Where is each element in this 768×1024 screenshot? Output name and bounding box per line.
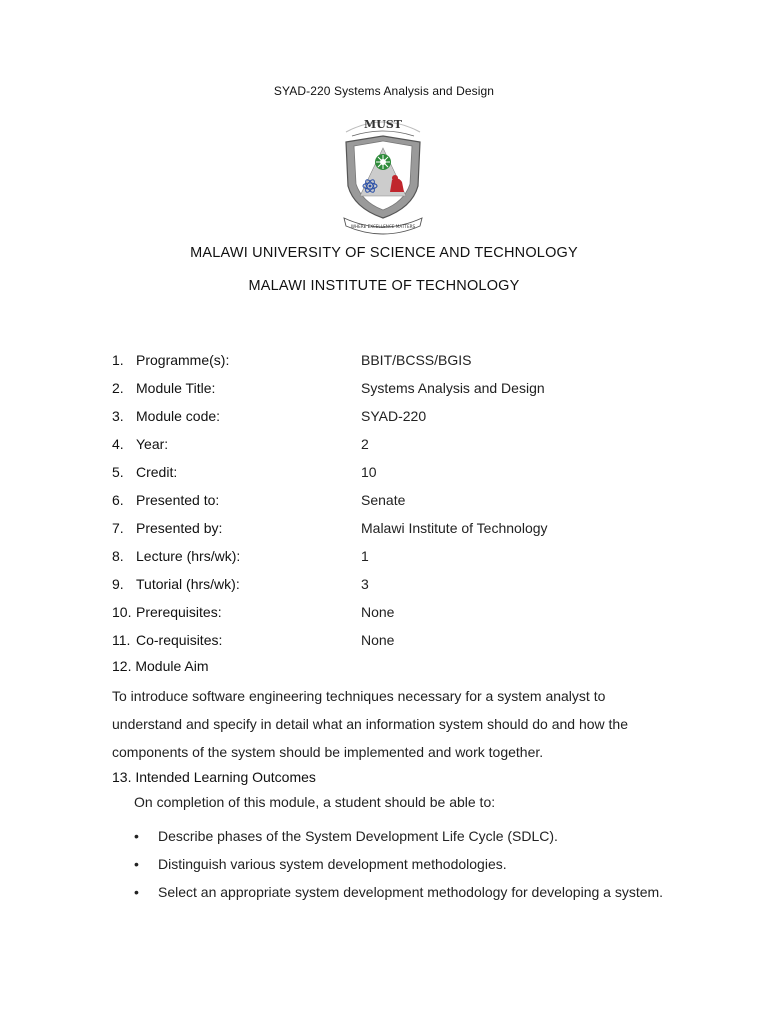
outcome-text: Describe phases of the System Development Life Cycle (SDLC).	[158, 828, 558, 844]
module-header: SYAD-220 Systems Analysis and Design	[273, 84, 495, 98]
learning-outcomes-list	[134, 822, 678, 906]
crest-top-text: MUST	[364, 118, 402, 131]
outcome-text: Select an appropriate system development methodology for developing a system.	[158, 884, 664, 900]
module-aim-text: To introduce software engineering techniques necessary for a system analyst to understand and specify in detail what an information system should do and how the components of the system should be implemented and work together.	[112, 688, 628, 760]
detail-value: None	[361, 632, 395, 648]
detail-label: Module code:	[136, 408, 221, 424]
detail-number: 7.	[112, 520, 124, 536]
bullet-icon: •	[134, 828, 139, 844]
detail-number: 6.	[112, 492, 124, 508]
outcome-text: Distinguish various system development methodologies.	[158, 856, 507, 872]
detail-number: 11.	[112, 632, 131, 648]
institute-title: MALAWI INSTITUTE OF TECHNOLOGY	[248, 278, 520, 294]
detail-label: Presented by:	[136, 520, 223, 536]
detail-label: Credit:	[136, 464, 178, 480]
detail-value: 2	[361, 436, 369, 452]
detail-row	[112, 518, 712, 546]
detail-number: 10.	[112, 604, 132, 620]
detail-label: Tutorial (hrs/wk):	[136, 576, 240, 592]
university-title: MALAWI UNIVERSITY OF SCIENCE AND TECHNOLOGY	[190, 245, 578, 261]
crest-motto: WHERE EXCELLENCE MATTERS	[350, 224, 416, 229]
detail-number: 3.	[112, 408, 124, 424]
detail-row	[112, 434, 712, 462]
detail-row	[112, 462, 712, 490]
detail-number: 8.	[112, 548, 124, 564]
outcome-item	[134, 878, 678, 906]
detail-row	[112, 490, 712, 518]
detail-row	[112, 406, 712, 434]
detail-row	[112, 630, 712, 658]
detail-value: Systems Analysis and Design	[361, 380, 545, 396]
detail-number: 4.	[112, 436, 124, 452]
detail-row	[112, 378, 712, 406]
detail-value: Senate	[361, 492, 406, 508]
detail-value: 10	[361, 464, 377, 480]
university-crest-logo	[340, 114, 426, 236]
bullet-icon: •	[134, 856, 139, 872]
detail-value: 3	[361, 576, 369, 592]
detail-value: 1	[361, 548, 369, 564]
detail-label: Presented to:	[136, 492, 220, 508]
detail-label: Prerequisites:	[136, 604, 222, 620]
module-details-list	[112, 350, 712, 658]
detail-value: SYAD-220	[361, 408, 427, 424]
detail-value: None	[361, 604, 395, 620]
detail-label: Co-requisites:	[136, 632, 223, 648]
detail-number: 2.	[112, 380, 124, 396]
learning-outcomes-heading: 13. Intended Learning Outcomes	[112, 769, 316, 785]
outcome-item	[134, 850, 678, 878]
detail-label: Programme(s):	[136, 352, 230, 368]
learning-outcomes-intro: On completion of this module, a student should be able to:	[134, 794, 496, 810]
detail-label: Module Title:	[136, 380, 216, 396]
outcome-item	[134, 822, 678, 850]
detail-number: 5.	[112, 464, 124, 480]
detail-label: Year:	[136, 436, 169, 452]
detail-label: Lecture (hrs/wk):	[136, 548, 241, 564]
detail-value: Malawi Institute of Technology	[361, 520, 548, 536]
detail-row	[112, 574, 712, 602]
module-aim-heading: 12. Module Aim	[112, 658, 209, 674]
detail-number: 1.	[112, 352, 124, 368]
detail-row	[112, 350, 712, 378]
detail-value: BBIT/BCSS/BGIS	[361, 352, 472, 368]
detail-row	[112, 546, 712, 574]
bullet-icon: •	[134, 884, 139, 900]
detail-row	[112, 602, 712, 630]
detail-number: 9.	[112, 576, 124, 592]
